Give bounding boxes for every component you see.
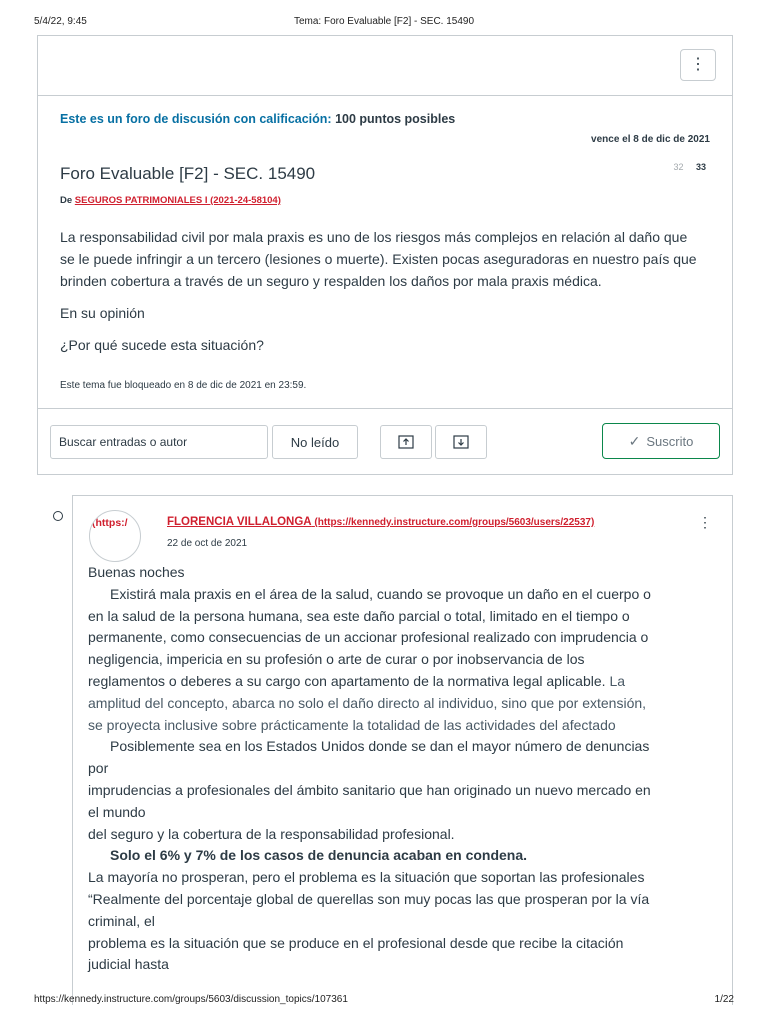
topic-header-bar — [38, 36, 732, 96]
author-prefix: De — [60, 195, 73, 206]
topic-paragraph: La responsabilidad civil por mala praxis es uno de los riesgos más complejos en relación al daño que se le puede infringir a un tercero (lesiones o muerte). Existen pocas aseguradoras en nuestro país que brinden cobertura a través de un seguro y respalden los daños por mala praxis médica. — [60, 229, 697, 289]
print-page-number: 1/22 — [714, 994, 734, 1005]
reply-line: imprudencias a profesionales del ámbito sanitario que han originado un nuevo mercado en — [88, 781, 651, 798]
course-link[interactable]: SEGUROS PATRIMONIALES I (2021-24-58104) — [74, 195, 281, 206]
unread-indicator-icon[interactable] — [53, 511, 63, 521]
checkmark-icon: ✓ — [628, 432, 641, 449]
print-datetime: 5/4/22, 9:45 — [34, 16, 87, 27]
unread-count: 32 — [673, 162, 684, 172]
reply-line-group — [88, 671, 720, 693]
print-footer — [34, 994, 734, 1008]
reply-date: 22 de oct de 2021 — [167, 538, 248, 549]
topic-options-button[interactable] — [680, 49, 716, 81]
topic-title: Foro Evaluable [F2] - SEC. 15490 — [60, 164, 316, 183]
reply-line: negligencia, impericia en su profesión o arte de curar o por inobservancia de los — [88, 651, 585, 668]
reply-line: Buenas noches — [88, 564, 185, 580]
kebab-icon: ⋮ — [690, 56, 706, 73]
reply-line: el mundo — [88, 803, 146, 820]
kebab-icon: ⋮ — [698, 514, 712, 530]
reply-line: judicial hasta — [88, 956, 169, 973]
unread-filter-button[interactable]: No leído — [272, 425, 358, 459]
topic-message — [60, 226, 700, 366]
reply-line: Existirá mala praxis en el área de la salud, cuando se provoque un daño en el cuerpo o — [110, 585, 651, 602]
discussion-topic-card — [37, 35, 733, 475]
reply-author-url: (https://kennedy.instructure.com/groups/5603/users/22537) — [314, 517, 595, 528]
reply-line: amplitud del concepto, abarca no solo el daño directo al individuo, sino que por extensión, — [88, 694, 647, 711]
reply-line: reglamentos o deberes a su cargo con apartamento de la normativa legal aplicable. — [88, 672, 606, 689]
reply-line: permanente, como consecuencias de un accionar profesional realizado con imprudencia o — [88, 629, 649, 646]
reply-counts — [673, 162, 706, 172]
due-date: vence el 8 de dic de 2021 — [591, 134, 710, 145]
topic-author-line — [60, 195, 281, 206]
topic-paragraph: En su opinión — [60, 305, 145, 321]
locked-note: Este tema fue bloqueado en 8 de dic de 2021 en 23:59. — [60, 380, 307, 391]
reply-line: se proyecta inclusive sobre prácticamente la totalidad de las actividades del afectado — [88, 716, 616, 733]
graded-label: Este es un foro de discusión con calificación: — [60, 112, 332, 126]
graded-discussion-notice — [60, 112, 455, 126]
print-page-title: Tema: Foro Evaluable [F2] - SEC. 15490 — [293, 16, 475, 27]
collapse-icon — [453, 435, 469, 449]
reply-line: criminal, el — [88, 912, 155, 929]
print-url: https://kennedy.instructure.com/groups/5603/discussion_topics/107361 — [34, 994, 348, 1005]
discussion-toolbar — [38, 408, 732, 476]
reply-line: en la salud de la persona humana, sea este daño parcial o total, limitado en el tiempo o — [88, 607, 630, 624]
subscribed-button[interactable] — [602, 423, 720, 459]
reply-message — [88, 562, 720, 976]
topic-paragraph: ¿Por qué sucede esta situación? — [60, 337, 264, 353]
reply-line: problema es la situación que se produce en el profesional desde que recibe la citación — [88, 934, 624, 951]
points-possible: 100 puntos posibles — [335, 112, 456, 126]
print-header — [34, 16, 734, 30]
reply-author-link[interactable] — [167, 516, 594, 528]
avatar[interactable] — [89, 510, 141, 562]
expand-all-button[interactable] — [380, 425, 432, 459]
reply-line: Posiblemente sea en los Estados Unidos donde se dan el mayor número de denuncias — [110, 738, 650, 755]
reply-line: La mayoría no prosperan, pero el problema es la situación que soportan las profesionales — [88, 869, 645, 886]
avatar-alt-text: (https:/ — [92, 517, 128, 529]
reply-line: Solo el 6% y 7% de los casos de denuncia acaban en condena. — [110, 847, 528, 864]
reply-line: La — [609, 672, 626, 689]
reply-options-button[interactable] — [698, 514, 712, 531]
collapse-all-button[interactable] — [435, 425, 487, 459]
reply-line: por — [88, 760, 109, 777]
reply-line: “Realmente del porcentaje global de querellas son muy pocas las que prosperan por la vía — [88, 890, 650, 907]
reply-line: del seguro y la cobertura de la responsabilidad profesional. — [88, 825, 455, 842]
total-count: 33 — [695, 162, 706, 172]
subscribed-label: Suscrito — [646, 433, 694, 449]
expand-icon — [398, 435, 414, 449]
search-input[interactable] — [50, 425, 268, 459]
reply-author-name: FLORENCIA VILLALONGA — [167, 516, 312, 528]
